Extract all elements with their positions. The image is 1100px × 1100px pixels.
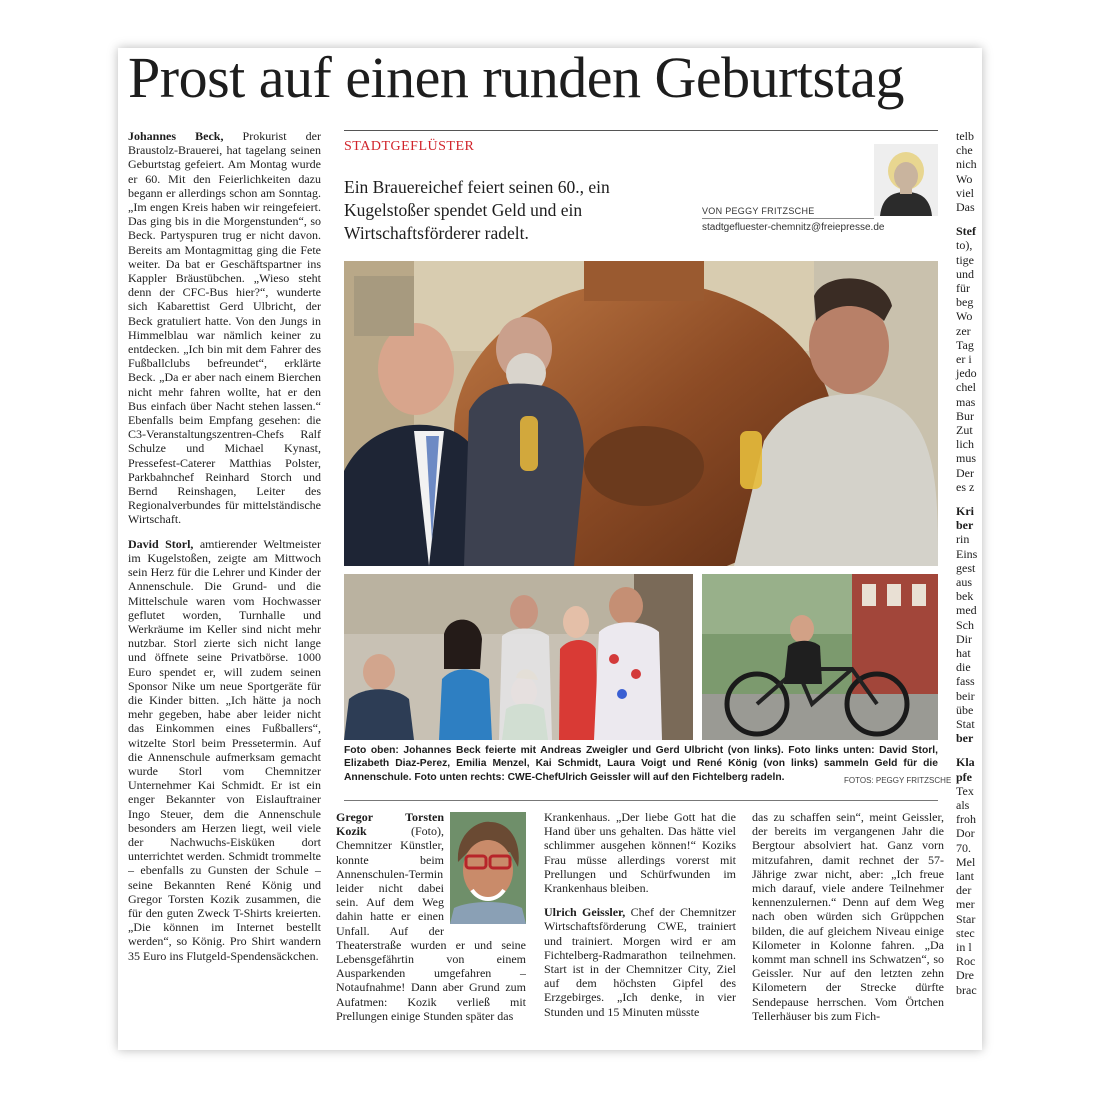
cut-fragment: für <box>956 281 970 295</box>
cut-fragment: Dre <box>956 968 974 983</box>
lead-name: Gregor Torsten Kozik <box>336 810 444 839</box>
top-rule <box>344 130 938 131</box>
cut-fragment: jedo <box>956 366 977 381</box>
cut-fragment: in l <box>956 940 972 954</box>
kozik-portrait <box>450 812 526 924</box>
subhead: Ein Brauereichef feiert seinen 60., ein Kugelstoßer spendet Geld und ein Wirtschaftsförderer radelt. <box>344 177 610 243</box>
cut-fragment: lant <box>956 869 974 883</box>
photo-brewery <box>344 261 938 566</box>
cut-fragment: beg <box>956 295 974 310</box>
cut-fragment: Eins <box>956 546 978 561</box>
cut-fragment: Dor <box>956 826 975 841</box>
cut-fragment: nich <box>956 157 977 172</box>
cut-fragment: Dir <box>956 631 972 646</box>
cut-fragment: aus <box>956 575 972 589</box>
photo-cyclist <box>702 574 938 740</box>
cut-fragment: Stat <box>956 717 975 731</box>
cut-fragment: gest <box>956 560 976 575</box>
cut-fragment: rin <box>956 532 970 547</box>
cut-fragment: übe <box>956 702 974 717</box>
cut-fragment: lich <box>956 437 974 452</box>
cut-fragment: telb <box>956 129 974 143</box>
cut-fragment: Star <box>956 911 976 926</box>
cut-fragment: die <box>956 660 971 675</box>
cut-fragment: brac <box>956 982 977 997</box>
cut-fragment: Tag <box>956 337 974 352</box>
cut-fragment: Mel <box>956 854 976 869</box>
cut-fragment: ber <box>956 731 974 746</box>
cut-fragment: 70. <box>956 840 971 855</box>
cut-fragment: Bur <box>956 408 974 423</box>
paragraph-beck: Johannes Beck, Prokurist der Braustolz-Brauerei, hat tagelang seinen Geburtstag gefeiert. Am Montag wurde er 60. Mit den Feierlichkeiten dazu begann er allerdings schon am Sonntag. „Im engen Kreis haben wir reingefeiert. Das ging bis in die Morgenstunden“, so Beck. Partyspuren trug er nicht davon. Bereits am Montagmittag ging die Fete weiter. Da bat er Geschäftspartner ins Kappler Bräustübchen. „Wieso steht denn der CFC-Bus hier?“, wunderte sich Kabarettist Gerd Ulbricht, der Beck gratuliert hatte. Von den Jungs in Himmelblau war nämlich keiner zu entdecken. „Ich bin mit dem Fahrer des Fußballclubs befreundet“, erklärte Beck. „Da er aber nach einem Bierchen nicht mehr fahren wollte, hat er den Bus einfach über Nacht stehen lassen.“ Ebenfalls beim Empfang gesehen: die C3-Veranstaltungszentren-Chefs Ralf Schulze und Michael Kynast, Pressefest-Caterer Matthias Polster, Parkbahnchef Reinhard Storch und Bernd Reinshagen, Leiter des Regionalverbundes für mittelständische Wirtschaft. <box>128 129 321 527</box>
cut-fragment: als <box>956 798 970 812</box>
cut-fragment: med <box>956 603 977 618</box>
cut-fragment: und <box>956 266 974 281</box>
cut-fragment: es z <box>956 479 975 494</box>
paragraph-krankenhaus: Krankenhaus. „Der liebe Gott hat die Hand über uns gehalten. Das hätte viel schlimmer ausgehen können!“ Koziks Frau müsse allerdings vorerst mit Prellungen und Schürfwunden im Krankenhaus bleiben. <box>544 810 736 896</box>
headline: Prost auf einen runden Geburtstag <box>128 48 904 110</box>
cut-fragment: ber <box>956 518 974 533</box>
cut-fragment: beir <box>956 688 975 703</box>
cut-fragment: pfe <box>956 769 972 784</box>
cut-fragment: viel <box>956 185 974 200</box>
group-scene <box>344 574 693 740</box>
cut-fragment: che <box>956 143 973 158</box>
lead-name: Ulrich Geissler, <box>544 905 626 920</box>
cut-fragment: fass <box>956 674 975 689</box>
lead-name: David Storl, <box>128 536 194 551</box>
column-geissler-2 <box>752 810 944 1050</box>
cut-fragment: Tex <box>956 783 974 798</box>
author-byline: VON PEGGY FRITZSCHE <box>702 206 815 216</box>
cut-fragment: mas <box>956 394 976 409</box>
left-column <box>128 129 321 1044</box>
caption-rule <box>344 800 938 801</box>
column-geissler-1 <box>544 810 736 1050</box>
paragraph-kozik: Gregor Torsten Kozik (Foto), Chemnitzer Künstler, konnte beim Annenschulen-Termin leider nicht dabei sein. Auf dem Weg dahin hatte er einen Unfall. Auf der Theaterstraße wurden er und seine Lebensgefährtin von einem Ausparkenden umgefahren – Notaufnahme! Dann aber Grund zum Aufatmen: Kozik verließ mit Prellungen einige Stunden später das <box>336 810 526 1023</box>
cut-fragment: chel <box>956 380 976 395</box>
cut-fragment: mer <box>956 897 975 912</box>
cut-fragment: Kri <box>956 504 974 518</box>
paragraph-geissler-continued: das zu schaffen sein“, meint Geissler, der bereits im vergangenen Jahr die Bergtour absolviert hat. Ganz vorn mitzufahren, damit rechnet der 57-Jährige zwar nicht, aber: „Ich freue mich darauf, viele andere Teilnehmer kennenzulernen.“ Denn auf dem Weg nach oben würden sich Grüppchen bilden, die auf gleichem Niveau einige Kilometer in Kolonne fahren. „Da kommt man schnell ins Schwatzen“, so Geissler. Nur auf den letzten zehn Kilometern der Strecke dürfte Sendepause herrschen. Vom Örtchen Tellerhäuser bis zum Fich- <box>752 810 944 1023</box>
newspaper-clipping <box>118 48 982 1050</box>
cut-fragment: tige <box>956 252 974 267</box>
cut-fragment: Das <box>956 200 975 214</box>
author-email: stadtgefluester-chemnitz@freiepresse.de <box>702 222 885 233</box>
cut-fragment: mus <box>956 451 977 466</box>
cyclist-scene <box>702 574 938 740</box>
paragraph-geissler: Ulrich Geissler, Chef der Chemnitzer Wirtschaftsförderung CWE, trainiert und trainiert. Morgen wird er am Fichtelberg-Radmarathon teilnehmen. Start ist in der Chemnitzer City, Ziel auf dem höchsten Gipfel des Erzgebirges. „Ich denke, in vier Stunden und 15 Minuten müsste <box>544 905 736 1019</box>
lead-name: Johannes Beck, <box>128 129 224 143</box>
author-rule <box>702 218 874 219</box>
photo-annenschule-group <box>344 574 693 740</box>
kozik-portrait-illustration <box>450 812 526 924</box>
photo-credit: FOTOS: PEGGY FRITZSCHE <box>844 776 952 785</box>
cut-fragment: Roc <box>956 954 976 969</box>
cut-fragment: zer <box>956 323 971 338</box>
brewery-scene <box>344 261 938 566</box>
portrait-illustration <box>874 144 938 216</box>
cut-fragment: froh <box>956 812 976 827</box>
cut-fragment: er i <box>956 352 972 366</box>
paragraph-storl: David Storl, amtierender Weltmeister im Kugelstoßen, zeigte am Mittwoch sein Herz für die Lehrer und Kinder der Annenschule. Die Grund- und die Mittelschule waren vom Hochwasser geflutet worden, Turnhalle und Werkräume im Keller sind nicht mehr nutzbar. Storl zierte sich nicht lange und öffnete seine Privatbörse. 1000 Euro spendet er, will zudem seinen Sponsor Nike um neue Sportgeräte für die Kinder bitten. „Ich hätte ja noch mehr gegeben, habe aber leider nicht das Einkommen eines Fußballers“, witzelte Storl beim Pressetermin. Auf die Annenschule aufmerksam gemacht wurde Storl vom Chemnitzer Unternehmer Kai Schmidt. Er ist ein enger Bekannter von Eislauftrainer Ingo Steuer, dem die Annenschule besonders am Herzen liegt, weil viele der Nachwuchs-Eisküken dort unterrichtet werden. Schmidt trommelte – ebenfalls zu Gunsten der Schule – seine Bekannten René König und Gregor Torsten Kozik zusammen, die für den guten Zweck T-Shirts kreierten. „Die können im Internet bestellt werden“, so König. Pro Shirt wandern 35 Euro ins Flutgeld-Spendensäckchen. <box>128 536 321 963</box>
cut-fragment: stec <box>956 925 975 940</box>
photo-caption: Foto oben: Johannes Beck feierte mit Andreas Zweigler und Gerd Ulbricht (von links). Foto links unten: David Storl, Elizabeth Diaz-Perez, Emilia Menzel, Kai Schmidt, Laura Voigt und René König (von links) sammeln Geld für die Annenschule. Foto unten rechts: CWE-ChefUlrich Geissler will auf den Fichtelberg radeln. <box>344 745 938 783</box>
cut-fragment: Der <box>956 465 974 480</box>
cut-fragment: Wo <box>956 309 973 324</box>
cut-fragment: hat <box>956 646 971 660</box>
cut-fragment: Stef <box>956 224 976 239</box>
cut-fragment: der <box>956 883 972 898</box>
cut-fragment: to), <box>956 238 973 253</box>
author-portrait <box>874 144 938 216</box>
column-kozik <box>336 810 526 1050</box>
rubric: STADTGEFLÜSTER <box>344 139 475 154</box>
cut-fragment: bek <box>956 589 974 604</box>
cut-fragment: Sch <box>956 617 974 632</box>
cut-fragment: Kla <box>956 755 975 770</box>
cut-fragment: Wo <box>956 171 973 186</box>
cut-fragment: Zut <box>956 423 973 437</box>
